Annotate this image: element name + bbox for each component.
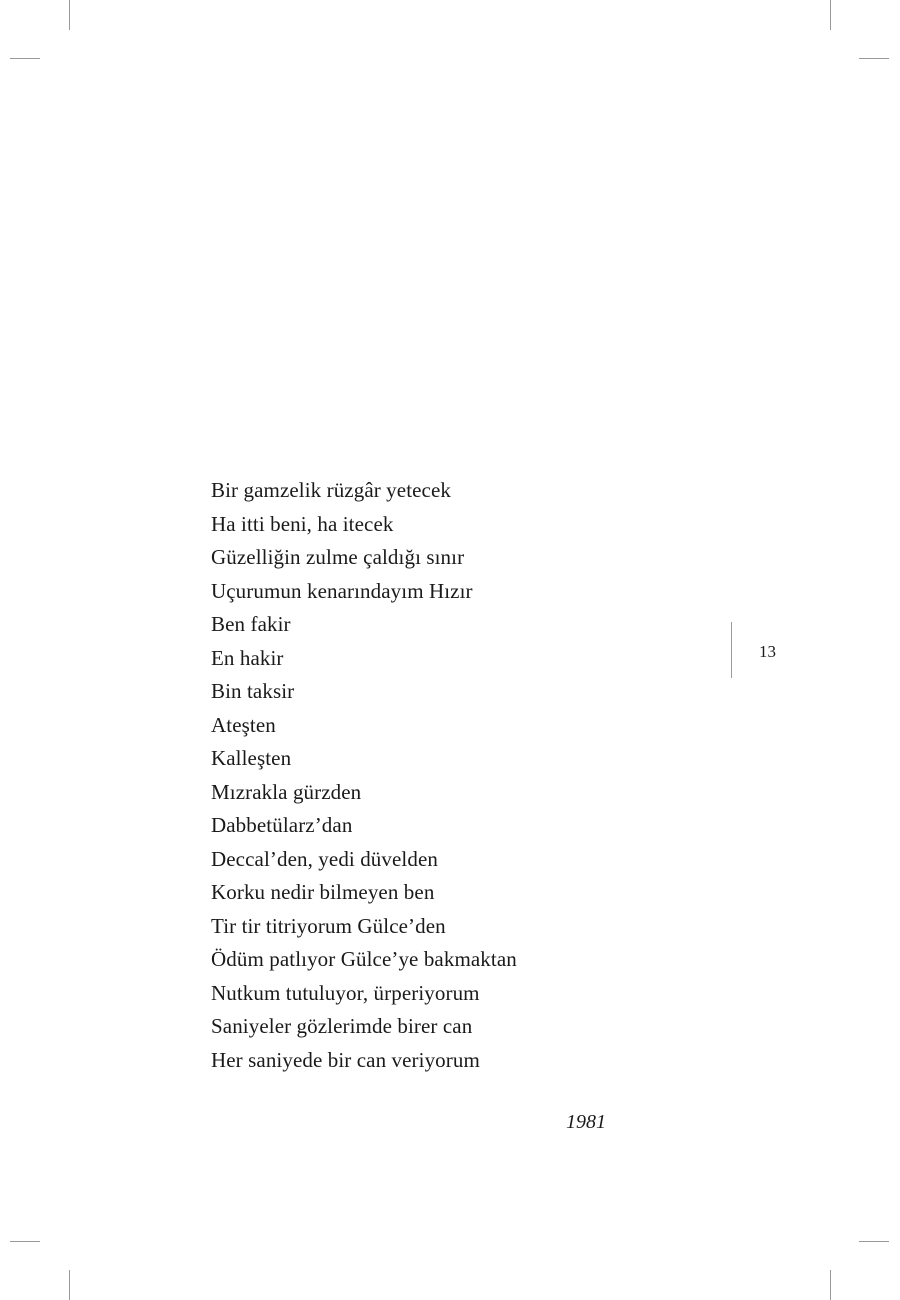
- poem-line: Kalleşten: [211, 746, 292, 770]
- poem-year: 1981: [566, 1111, 606, 1133]
- crop-mark-top-left-horizontal: [10, 58, 40, 59]
- crop-mark-top-left-vertical: [69, 0, 70, 30]
- poem-line: Saniyeler gözlerimde birer can: [211, 1014, 473, 1038]
- poem-line: Bir gamzelik rüzgâr yetecek: [211, 478, 451, 502]
- crop-mark-top-right-horizontal: [859, 58, 889, 59]
- poem-line: Her saniyede bir can veriyorum: [211, 1047, 480, 1072]
- poem-line: Tir tir titriyorum Gülce’den: [211, 913, 446, 938]
- poem-line: Ödüm patlıyor Gülce’ye bakmaktan: [211, 947, 517, 971]
- poem-line: Mızrakla gürzden: [211, 779, 362, 804]
- poem-line: Korku nedir bilmeyen ben: [211, 880, 435, 904]
- crop-mark-bottom-left-horizontal: [10, 1241, 40, 1242]
- poem-line: Ha itti beni, ha itecek: [211, 511, 394, 536]
- poem-line: Nutkum tutuluyor, ürperiyorum: [211, 980, 480, 1005]
- poem-body: [211, 474, 517, 1077]
- crop-mark-bottom-right-horizontal: [859, 1241, 889, 1242]
- crop-mark-top-right-vertical: [830, 0, 831, 30]
- page-number-rule: [731, 622, 732, 678]
- poem-line: Güzelliğin zulme çaldığı sınır: [211, 545, 465, 569]
- poem-line: En hakir: [211, 645, 284, 670]
- poem-line: Ben fakir: [211, 612, 291, 636]
- poem-line: Dabbetülarz’dan: [211, 813, 353, 837]
- poem-line: Bin taksir: [211, 679, 295, 703]
- poem-line: Ateşten: [211, 712, 276, 737]
- poem-line: Uçurumun kenarındayım Hızır: [211, 578, 473, 603]
- crop-mark-bottom-right-vertical: [830, 1270, 831, 1300]
- crop-mark-bottom-left-vertical: [69, 1270, 70, 1300]
- page-number: 13: [759, 642, 776, 661]
- poem-line: Deccal’den, yedi düvelden: [211, 846, 438, 871]
